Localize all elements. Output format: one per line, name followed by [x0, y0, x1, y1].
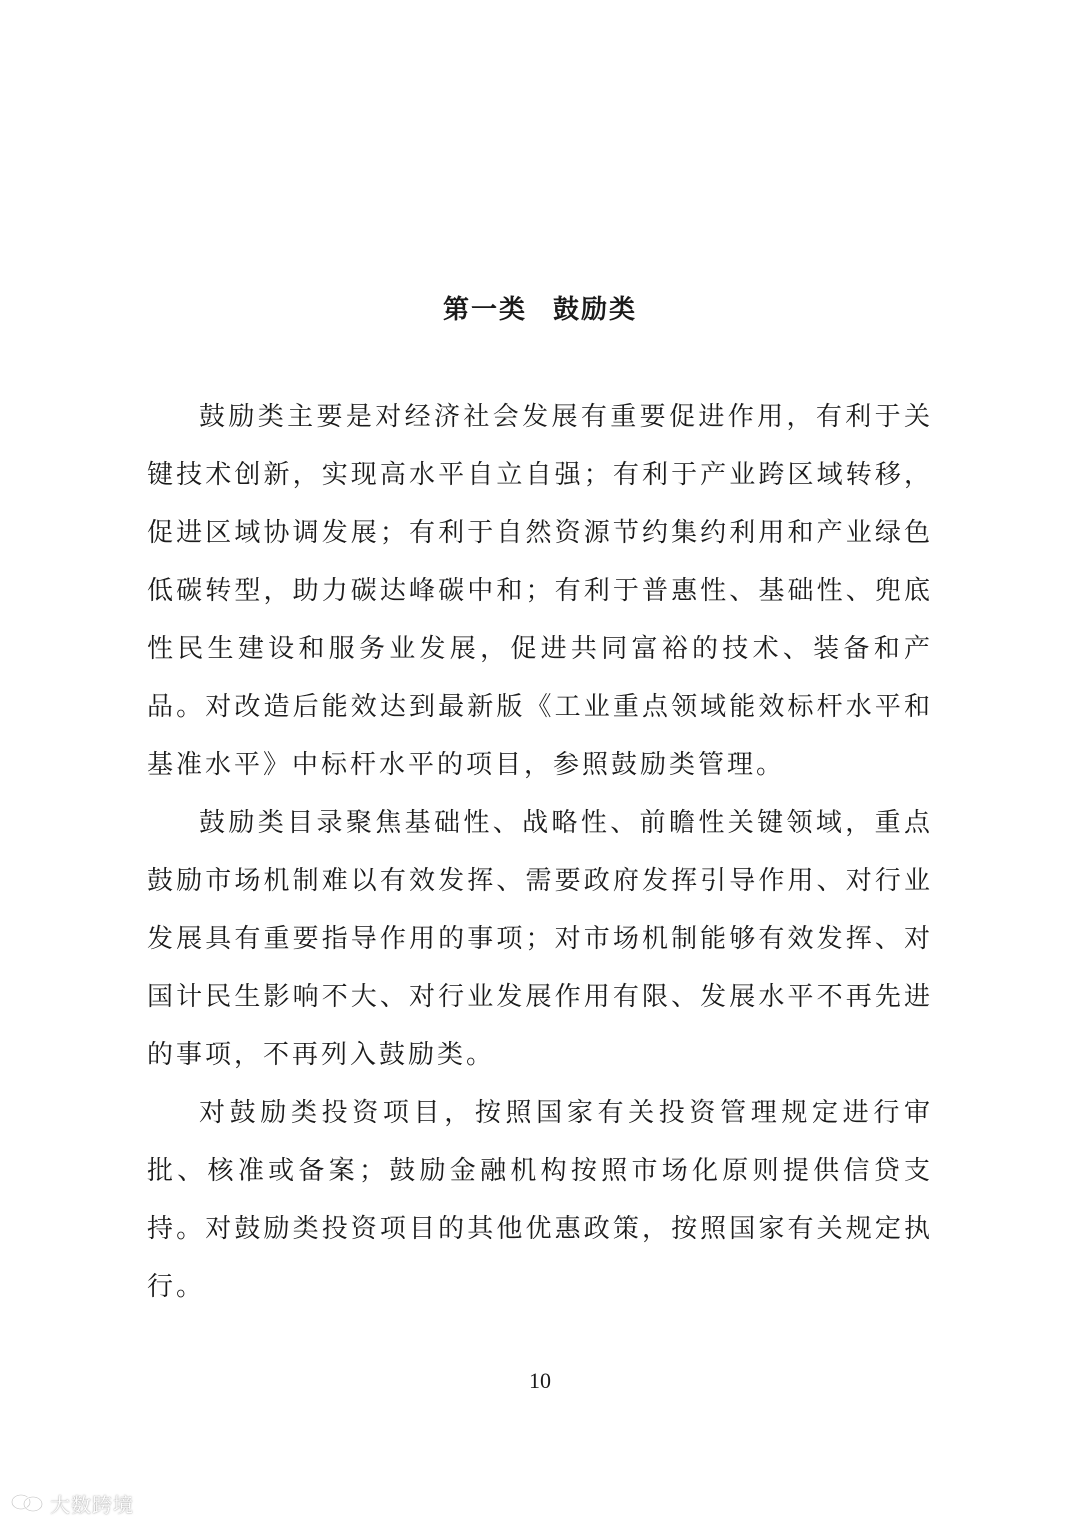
- body-text: [147, 388, 933, 1316]
- watermark: [10, 1488, 134, 1518]
- heading-category-name: 鼓励类: [553, 295, 638, 325]
- paragraph-3: 对鼓励类投资项目，按照国家有关投资管理规定进行审批、核准或备案；鼓励金融机构按照市场化原则提供信贷支持。对鼓励类投资项目的其他优惠政策，按照国家有关规定执行。: [147, 1098, 933, 1302]
- paragraph-1: 鼓励类主要是对经济社会发展有重要促进作用，有利于关键技术创新，实现高水平自立自强；有利于产业跨区域转移，促进区域协调发展；有利于自然资源节约集约利用和产业绿色低碳转型，助力碳达峰碳中和；有利于普惠性、基础性、兜底性民生建设和服务业发展，促进共同富裕的技术、装备和产品。对改造后能效达到最新版《工业重点领域能效标杆水平和基准水平》中标杆水平的项目，参照鼓励类管理。: [147, 402, 933, 780]
- page-number: 10: [529, 1368, 551, 1393]
- paragraph-2: 鼓励类目录聚焦基础性、战略性、前瞻性关键领域，重点鼓励市场机制难以有效发挥、需要政府发挥引导作用、对行业发展具有重要指导作用的事项；对市场机制能够有效发挥、对国计民生影响不大、对行业发展作用有限、发展水平不再先进的事项，不再列入鼓励类。: [147, 808, 933, 1070]
- chat-bubbles-logo-icon: [10, 1492, 44, 1514]
- watermark-text: 大数跨境: [50, 1492, 134, 1517]
- heading-category-number: 第一类: [442, 295, 527, 325]
- section-heading: [0, 290, 1080, 330]
